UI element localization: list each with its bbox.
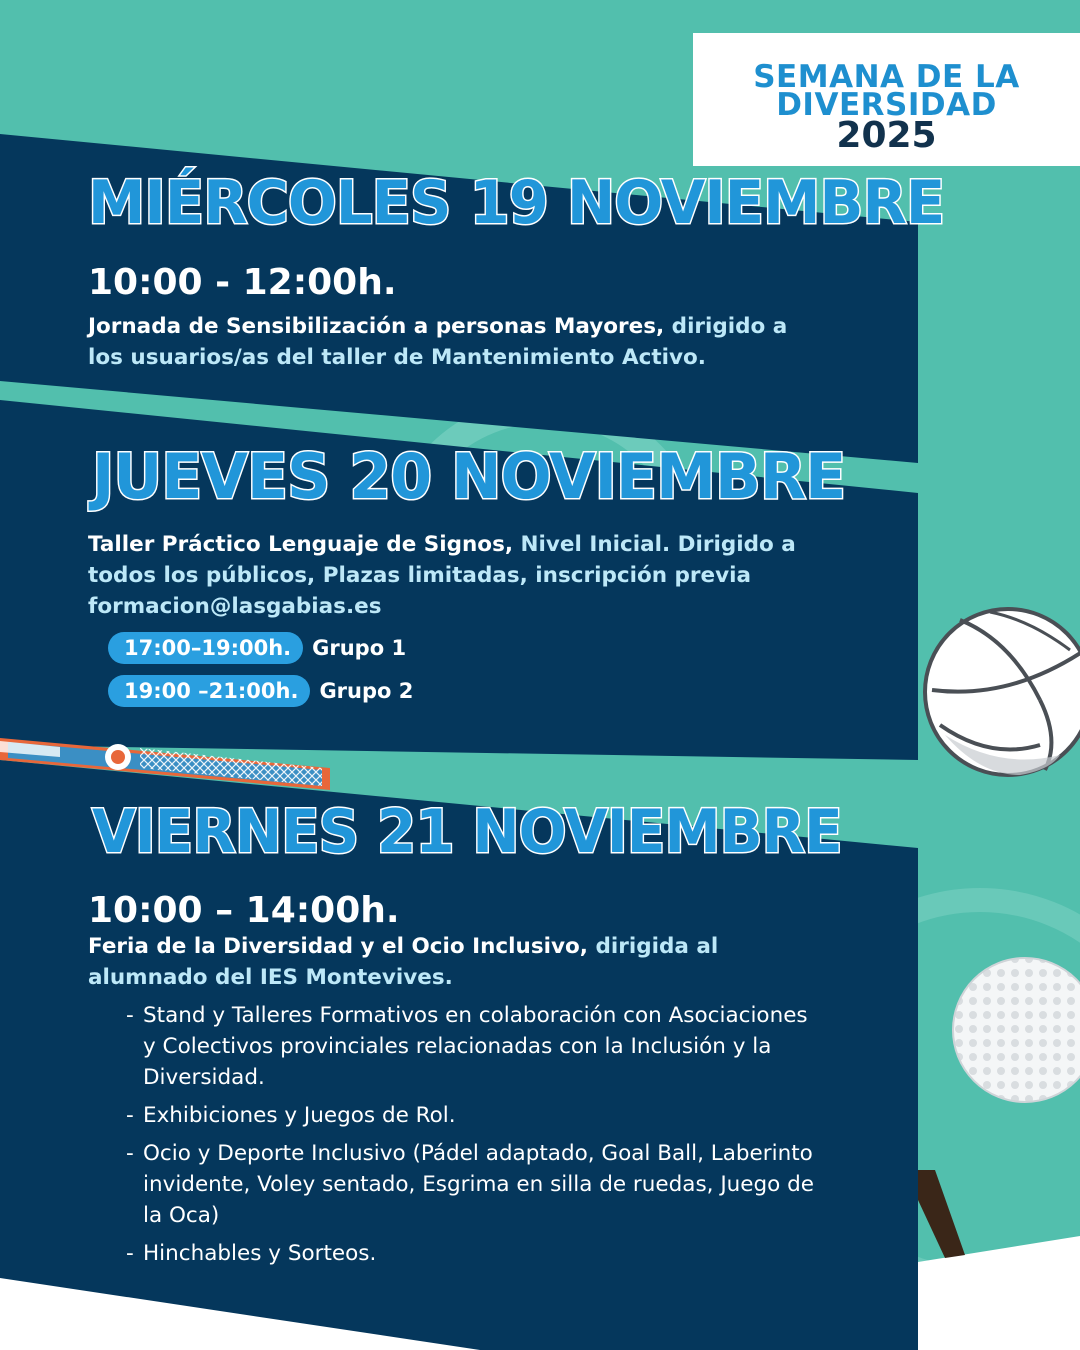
- description-bold: Feria de la Diversidad y el Ocio Inclusivo,: [88, 934, 588, 959]
- event-title-line1: SEMANA DE LA: [753, 59, 1020, 95]
- time-slot-2: [108, 675, 413, 707]
- description-light: Nivel Inicial. Dirigido a todos los públicos, Plazas limitadas, inscripción previa formacion@lasgabias.es: [88, 532, 796, 619]
- description-bold: Taller Práctico Lenguaje de Signos,: [88, 532, 514, 557]
- time-wednesday: 10:00 - 12:00h.: [88, 262, 397, 303]
- description-thursday: [88, 529, 848, 622]
- list-item: - Exhibiciones y Juegos de Rol.: [126, 1103, 456, 1128]
- list-item: - Hinchables y Sorteos.: [126, 1241, 377, 1266]
- time-slot-group: Grupo 1: [312, 636, 407, 660]
- event-year: 2025: [836, 115, 937, 156]
- day-title-friday: VIERNES 21 NOVIEMBRE: [92, 797, 842, 867]
- description-friday: [88, 931, 788, 993]
- event-title-line2: DIVERSIDAD: [776, 87, 997, 123]
- time-slot-1: [108, 632, 406, 664]
- day-title-wednesday: MIÉRCOLES 19 NOVIEMBRE: [88, 168, 945, 238]
- list-item: - Stand y Talleres Formativos en colaboración con Asociaciones y Colectivos provinciales relacionadas con la Inclusión y la Diversidad.: [126, 1003, 808, 1090]
- description-light: dirigido a los usuarios/as del taller de Mantenimiento Activo.: [88, 314, 788, 370]
- list-item: - Ocio y Deporte Inclusivo (Pádel adaptado, Goal Ball, Laberinto invidente, Voley sentado, Esgrima en silla de ruedas, Juego de la Oca): [126, 1141, 815, 1228]
- time-slot-pill: 19:00 –21:00h.: [108, 675, 310, 707]
- description-bold: Jornada de Sensibilización a personas Mayores,: [88, 314, 665, 339]
- time-friday: 10:00 – 14:00h.: [88, 890, 400, 931]
- day-title-thursday: JUEVES 20 NOVIEMBRE: [92, 440, 846, 513]
- description-wednesday: [88, 311, 828, 373]
- time-slot-pill: 17:00–19:00h.: [108, 632, 303, 664]
- time-slot-group: Grupo 2: [319, 679, 414, 703]
- activity-list: [126, 1000, 826, 1276]
- description-light: dirigida al alumnado del IES Montevives.: [88, 934, 719, 990]
- event-badge: [693, 33, 1080, 166]
- volleyball-icon: [925, 609, 1080, 775]
